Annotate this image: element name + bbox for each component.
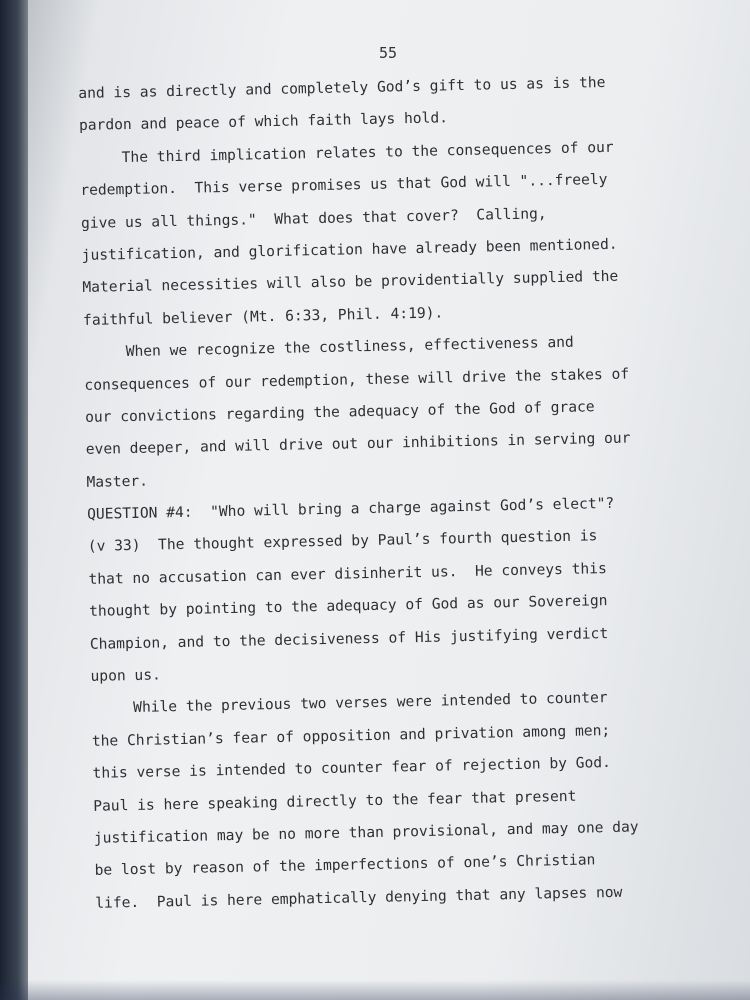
- text-line: pardon and peace of which faith lays hold.: [78, 109, 449, 135]
- text-line: Material necessities will also be providentially supplied the: [82, 268, 619, 297]
- text-line: that no accusation can ever disinherit us. He conveys this: [88, 559, 607, 588]
- text-line: give us all things." What does that cover? Calling,: [80, 204, 547, 232]
- text-line: When we recognize the costliness, effectiveness and: [125, 333, 574, 361]
- text-line: Master.: [86, 472, 149, 491]
- text-line: and is as directly and completely God’s gift to us as is the: [78, 73, 606, 102]
- book-page: [28, 0, 750, 1000]
- text-line: Champion, and to the decisiveness of His justifying verdict: [89, 624, 609, 653]
- text-line: even deeper, and will drive out our inhibitions in serving our: [85, 429, 631, 459]
- text-line: While the previous two verses were intended to counter: [133, 689, 608, 717]
- text-line: The third implication relates to the consequences of our: [121, 138, 614, 166]
- text-line: QUESTION #4: "Who will bring a charge against God’s elect"?: [86, 494, 615, 523]
- text-line: thought by pointing to the adequacy of God as our Sovereign: [89, 592, 608, 621]
- text-line: be lost by reason of the imperfections of one’s Christian: [94, 851, 596, 880]
- text-line: Paul is here speaking directly to the fear that present: [93, 787, 577, 815]
- text-line: justification may be no more than provisional, and may one day: [93, 818, 639, 847]
- text-line: (v 33) The thought expressed by Paul’s fourth question is: [87, 527, 598, 556]
- text-line: upon us.: [90, 666, 161, 685]
- page-bottom-shadow: [0, 980, 750, 1000]
- text-line: the Christian’s fear of opposition and privation among men;: [91, 721, 611, 750]
- text-line: consequences of our redemption, these will drive the stakes of: [84, 365, 630, 394]
- text-line: this verse is intended to counter fear of rejection by God.: [92, 754, 612, 783]
- text-line: faithful believer (Mt. 6:33, Phil. 4:19).: [82, 304, 444, 329]
- text-line: redemption. This verse promises us that God will "...freely: [80, 171, 608, 200]
- book-binding: [0, 0, 30, 1000]
- page-number: 55: [378, 44, 398, 62]
- text-line: our convictions regarding the adequacy of the God of grace: [84, 398, 595, 426]
- text-line: life. Paul is here emphatically denying that any lapses now: [95, 883, 623, 912]
- page-body-text: [78, 65, 735, 920]
- text-line: justification, and glorification have already been mentioned.: [81, 235, 618, 264]
